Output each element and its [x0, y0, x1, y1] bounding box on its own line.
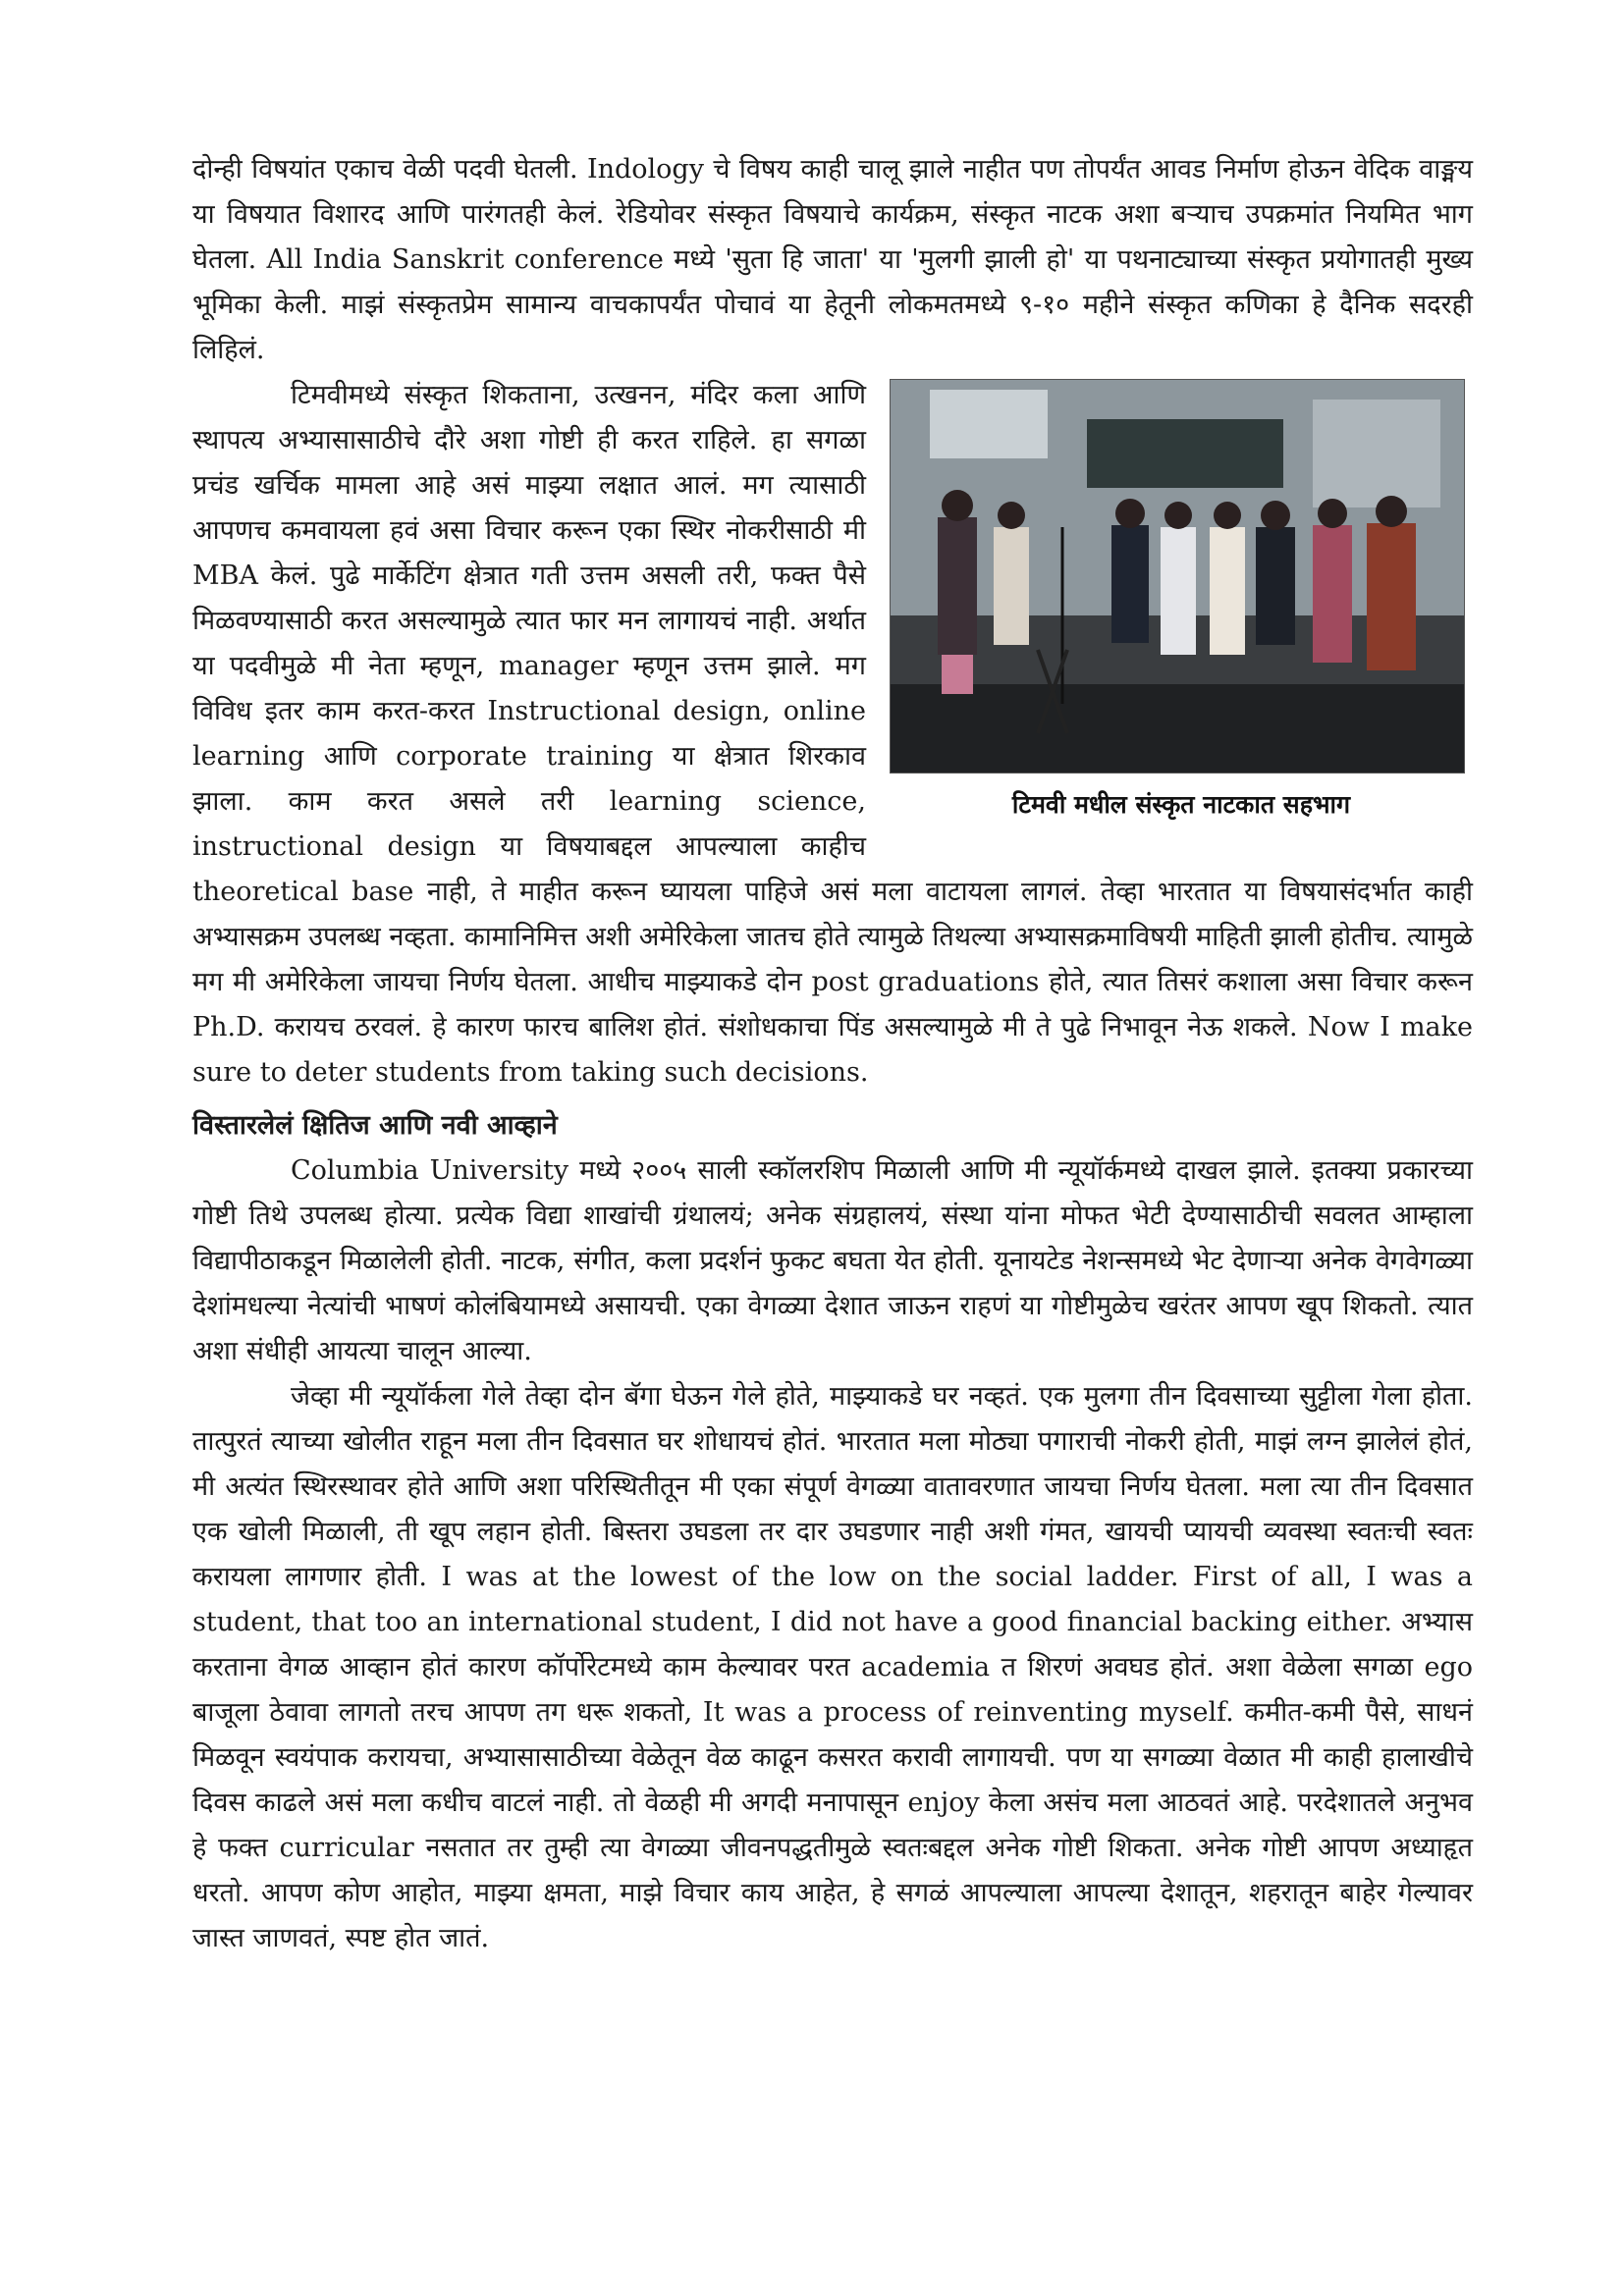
- document-page: [192, 147, 1473, 1961]
- paragraph-newyork: जेव्हा मी न्यूयॉर्कला गेले तेव्हा दोन बॅगा घेऊन गेले होते, माझ्याकडे घर नव्हतं. एक मुलगा तीन दिवसाच्या सुट्टीला गेला होता. तात्पुरतं त्याच्या खोलीत राहून मला तीन दिवसात घर शोधायचं होतं. भारतात मला मोठ्या पगाराची नोकरी होती, माझं लग्न झालेलं होतं, मी अत्यंत स्थिरस्थावर होते आणि अशा परिस्थितीतून मी एका संपूर्ण वेगळ्या वातावरणात जायचा निर्णय घेतला. मला त्या तीन दिवसात एक खोली मिळाली, ती खूप लहान होती. बिस्तरा उघडला तर दार उघडणार नाही अशी गंमत, खायची प्यायची व्यवस्था स्वतःची स्वतः करायला लागणार होती. I was at the lowest of the low on the social ladder. First of all, I was a student, that too an international student, I did not have a good financial backing either. अभ्यास करताना वेगळ आव्हान होतं कारण कॉर्पोरेटमध्ये काम केल्यावर परत academia त शिरणं अवघड होतं. अशा वेळेला सगळा ego बाजूला ठेवावा लागतो तरच आपण तग धरू शकतो, It was a process of reinventing myself. कमीत-कमी पैसे, साधनं मिळवून स्वयंपाक करायचा, अभ्यासासाठीच्या वेळेतून वेळ काढून कसरत करावी लागायची. पण या सगळ्या वेळात मी काही हालाखीचे दिवस काढले असं मला कधीच वाटलं नाही. तो वेळही मी अगदी मनापासून enjoy केला असंच मला आठवतं आहे. परदेशातले अनुभव हे फक्त curricular नसतात तर तुम्ही त्या वेगळ्या जीवनपद्धतीमुळे स्वतःबद्दल अनेक गोष्टी शिकता. अनेक गोष्टी आपण अध्याहृत धरतो. आपण कोण आहोत, माझ्या क्षमता, माझे विचार काय आहेत, हे सगळं आपल्याला आपल्या देशातून, शहरातून बाहेर गेल्यावर जास्त जाणवतं, स्पष्ट होत जातं.: [192, 1381, 1474, 1953]
- paragraph-intro: दोन्ही विषयांत एकाच वेळी पदवी घेतली. Indology चे विषय काही चालू झाले नाहीत पण तोपर्यंत आवड निर्माण होऊन वेदिक वाङ्मय या विषयात विशारद आणि पारंगतही केलं. रेडियोवर संस्कृत विषयाचे कार्यक्रम, संस्कृत नाटक अशा बऱ्याच उपक्रमांत नियमित भाग घेतला. All India Sanskrit conference मध्ये 'सुता हि जाता' या 'मुलगी झाली हो' या पथनाट्याच्या संस्कृत प्रयोगातही मुख्य भूमिका केली. माझं संस्कृतप्रेम सामान्य वाचकापर्यंत पोचावं या हेतूनी लोकमतमध्ये ९-१० महीने संस्कृत कणिका हे दैनिक सदरही लिहिलं.: [192, 154, 1473, 365]
- group-photo: [890, 379, 1465, 774]
- section-heading: विस्तारलेलं क्षितिज आणि नवी आव्हाने: [192, 1110, 558, 1141]
- photo-figure: [890, 379, 1473, 823]
- photo-caption: टिमवी मधील संस्कृत नाटकात सहभाग: [1011, 790, 1351, 819]
- paragraph-columbia: Columbia University मध्ये २००५ साली स्कॉलरशिप मिळाली आणि मी न्यूयॉर्कमध्ये दाखल झाले. इतक्या प्रकारच्या गोष्टी तिथे उपलब्ध होत्या. प्रत्येक विद्या शाखांची ग्रंथालयं; अनेक संग्रहालयं, संस्था यांना मोफत भेटी देण्यासाठीची सवलत आम्हाला विद्यापीठाकडून मिळालेली होती. नाटक, संगीत, कला प्रदर्शनं फुकट बघता येत होती. यूनायटेड नेशन्समध्ये भेट देणाऱ्या अनेक वेगवेगळ्या देशांमधल्या नेत्यांची भाषणं कोलंबियामध्ये असायची. एका वेगळ्या देशात जाऊन राहणं या गोष्टीमुळेच खरंतर आपण खूप शिकतो. त्यात अशा संधीही आयत्या चालून आल्या.: [192, 1155, 1473, 1366]
- paragraph-mba: टिमवीमध्ये संस्कृत शिकताना, उत्खनन, मंदिर कला आणि स्थापत्य अभ्यासासाठीचे दौरे अशा गोष्टी ही करत राहिले. हा सगळा प्रचंड खर्चिक मामला आहे असं माझ्या लक्षात आलं. मग त्यासाठी आपणच कमवायला हवं असा विचार करून एका स्थिर नोकरीसाठी मी MBA केलं. पुढे मार्केटिंग क्षेत्रात गती उत्तम असली तरी, फक्त पैसे मिळवण्यासाठी करत असल्यामुळे त्यात फार मन लागायचं नाही. अर्थात या पदवीमुळे मी नेता म्हणून, manager म्हणून उत्तम झाले. मग विविध इतर काम करत-करत Instructional design, online learning आणि corporate training या क्षेत्रात शिरकाव झाला. काम करत असले तरी learning science, instructional design या विषयाबद्दल आपल्याला काहीच theoretical base नाही, ते माहीत करून घ्यायला पाहिजे असं मला वाटायला लागलं. तेव्हा भारतात या विषयासंदर्भात काही अभ्यासक्रम उपलब्ध नव्हता. कामानिमित्त अशी अमेरिकेला जातच होते त्यामुळे तिथल्या अभ्यासक्रमाविषयी माहिती झाली होतीच. त्यामुळे मग मी अमेरिकेला जायचा निर्णय घेतला. आधीच माझ्याकडे दोन post graduations होते, त्यात तिसरं कशाला असा विचार करून Ph.D. करायच ठरवलं. हे कारण फारच बालिश होतं. संशोधकाचा पिंड असल्यामुळे मी ते पुढे निभावून नेऊ शकले. Now I make sure to deter students from taking such decisions.: [192, 380, 1473, 1088]
